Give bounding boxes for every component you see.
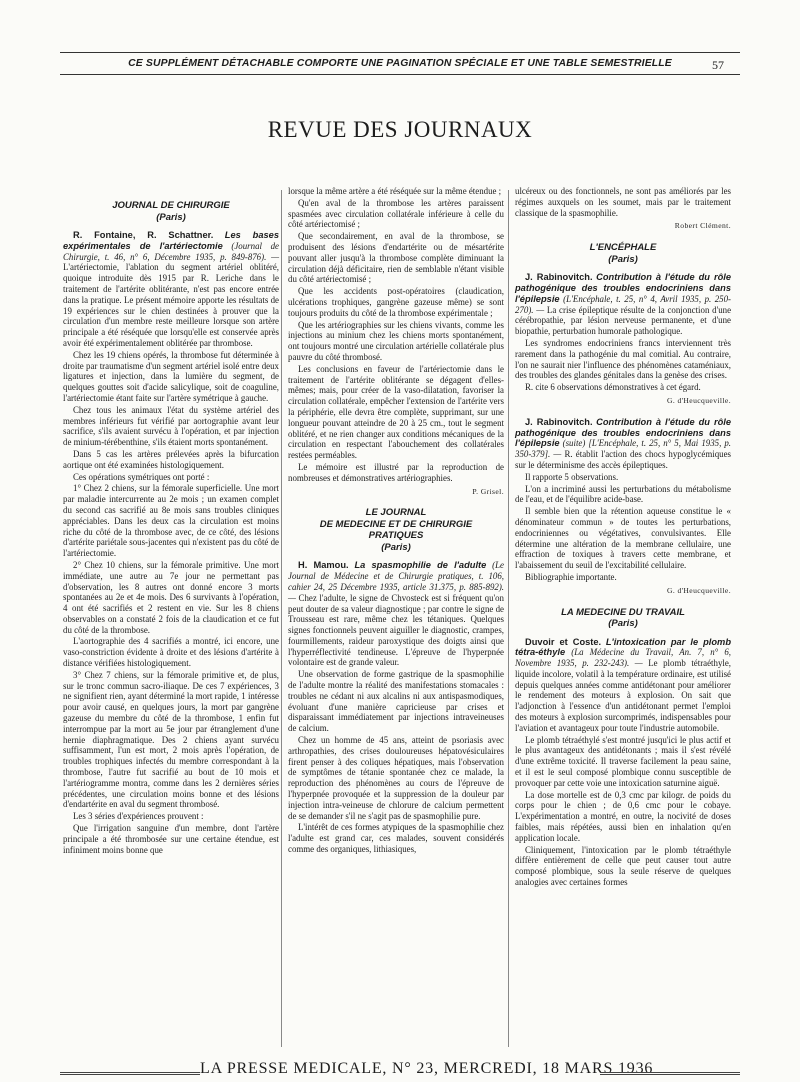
article-authors: H. Mamou. [298, 560, 349, 571]
paragraph: La dose mortelle est de 0,3 cmc par kilogr. de poids du corps pour le chien ; de 0,6 cmc pour le cobaye. L'expérimentation a montré, en outre, la nocivité de doses faibles, mais répétées, aussi bien en inhalation qu'en application locale. [515, 789, 731, 843]
paragraph: Le plomb tétraéthyle, liquide incolore, volatil à la température ordinaire, est utilisé depuis quelques années comme antidétonant pour améliorer le rendement des moteurs à explosion. On sait que l'adjonction à l'essence d'un antidétonant permet l'emploi des moteurs à explosion surcomprimés, indispensables pour l'aviation et avantageux pour toute l'industrie automobile. [515, 658, 732, 733]
paragraph: L'artériectomie, l'ablation du segment artériel oblitéré, quoique introduite dès 1915 par R. Leriche dans le traitement de l'artérite oblitérante, n'est pas encore entrée dans la pratique. Le présent mémoire apporte les résultats de 19 expériences sur le chien destinées à prouver que la circulation d'un membre reste meilleure lorsque son artère principale a été réséquée que lorsqu'elle est conservée après avoir été expérimentalement oblitérée par thrombose. [63, 262, 279, 348]
paragraph: Cliniquement, l'intoxication par le plomb tétraéthyle diffère entièrement de celle que peut causer tout autre composé plombique, sous la seule réserve de quelques analogies avec certaines formes [515, 844, 731, 888]
article-title: L'intoxication par le plomb tétra-éthyle [515, 636, 732, 658]
paragraph: Chez tous les animaux l'état du système artériel des membres inférieurs fut vérifié par aortographie avant leur sacrifice, s'ils avaient survécu à l'opération, et par injection de minium-térébenthine, s'ils étaient morts spontanément. [63, 404, 279, 448]
header-rule-top [60, 52, 740, 53]
column-2 [288, 186, 504, 856]
footer-rule-left [60, 1072, 200, 1075]
paragraph: Qu'en aval de la thrombose les artères paraissent spasmées avec circulation collatérale inférieure à celle du côté artériectomisé ; [288, 197, 504, 230]
article-authors: Duvoir et Coste. [525, 636, 602, 647]
section-heading: DE MEDECINE ET DE CHIRURGIE [319, 518, 473, 530]
paragraph: La crise épileptique résulte de la conjonction d'une cérébropathie, par lésion nerveuse permanente, et d'une biopathie, perturbation humorale pathologique. [515, 304, 732, 337]
article-intro [288, 560, 504, 668]
paragraph: L'intérêt de ces formes atypiques de la spasmophilie chez l'adulte est grand car, ces malades, souvent considérés comme des organiques, lithiasiques, [288, 822, 504, 855]
column-divider [508, 190, 509, 1047]
article-citation: (suite) [L'Encéphale, t. 25, n° 5, Mai 1935, p. 350-379]. — [515, 438, 731, 460]
page-title: REVUE DES JOURNAUX [267, 117, 533, 142]
article-authors: J. Rabinovitch. [525, 272, 593, 283]
paragraph: Chez un homme de 45 ans, atteint de psoriasis avec arthropathies, des crises douloureuses hépatovésiculaires firent penser à des coliques hépatiques, mais l'observation de symptômes de tétanie spontanée chez ce malade, la reproduction des phénomènes au cours de l'épreuve de l'hyperpnée provoquée et la suppression de la douleur par injection intra-veineuse de chlorure de calcium permettent de se demander s'il ne s'agit pas de spasmophilie pure. [288, 735, 504, 821]
paragraph: L'aortographie des 4 sacrifiés a montré, ici encore, une vaso-constriction évidente à droite et des lésions d'artérite à distance vérifiées histologiquement. [63, 636, 279, 669]
paragraph: Les conclusions en faveur de l'artériectomie dans le traitement de l'artérite oblitérante se dégagent d'elles-mêmes; mais, pour créer de la vaso-dilatation, favoriser la circulation collatérale, empêcher l'extension de l'artérite vers la périphérie, elle devra être complète, supprimant, sur une longueur pouvant atteindre de 20 à 25 cm., tout le segment oblitéré, et ne rien changer aux conditions mécaniques de la circulation en respectant l'abouchement des collatérales restées perméables. [288, 363, 504, 461]
article-title: Contribution à l'étude du rôle pathogénique des troubles endocriniens dans l'épilepsie [515, 272, 732, 304]
paragraph: lorsque la même artère a été réséquée sur la même étendue ; [288, 186, 502, 196]
column-divider [281, 190, 282, 1047]
paragraph: Il rapporte 5 observations. [525, 471, 619, 482]
running-title: CE SUPPLÉMENT DÉTACHABLE COMPORTE UNE PAGINATION SPÉCIALE ET UNE TABLE SEMESTRIELLE [128, 58, 672, 69]
paragraph: Chez les 19 chiens opérés, la thrombose fut déterminée à droite par traumatisme d'un segment artériel isolé entre deux ligatures et injection, dans la lumière du segment, de quelques gouttes soit d'acide salicylique, soit de coaguline, l'artériectomie étant faite sur l'artère symétrique à gauche. [63, 349, 279, 403]
article-citation: (Journal de Chirurgie, t. 46, n° 6, Décembre 1935, p. 849-876). — [63, 240, 279, 262]
section-heading: PRATIQUES [368, 530, 424, 542]
article-intro [515, 637, 731, 734]
article-citation: (Le Journal de Médecine et de Chirurgie pratiques, t. 106, cahier 24, 25 Décembre 1935, article 31.375, p. 885-892). — [288, 560, 504, 603]
paragraph: Le plomb tétraéthylé s'est montré jusqu'ici le plus actif et le plus avantageux des antidétonants ; mais il s'est révélé d'une extrême toxicité. Il traverse facilement la peau saine, et il est le seul composé plombique connu susceptible de provoquer par cette voie une intoxication saturnine aiguë. [515, 734, 731, 788]
section-heading: L'ENCÉPHALE [589, 242, 657, 254]
column-1 [63, 196, 279, 856]
paragraph: Que secondairement, en aval de la thrombose, se produisent des lésions d'endartérite ou de mésartérite pouvant aller jusqu'à la thrombose complète diminuant la circulation déjà déficitaire, rien de semblable n'étant visible du côté artériectomisé ; [288, 231, 504, 285]
section-heading: LE JOURNAL [365, 507, 427, 519]
paragraph: Que l'irrigation sanguine d'un membre, dont l'artère principale a été thrombosée sur une certaine étendue, est infiniment moins bonne que [63, 823, 279, 855]
section-heading: LA MEDECINE DU TRAVAIL [561, 606, 685, 618]
article-authors: J. Rabinovitch. [525, 416, 593, 427]
signature: P. Grisel. [472, 486, 504, 496]
section-location: (Paris) [381, 541, 411, 553]
article-citation: (L'Encéphale, t. 25, n° 4, Avril 1935, p. 250-270). — [515, 293, 732, 315]
paragraph: Le mémoire est illustré par la reproduction de nombreuses et démonstratives artériographies. [288, 461, 504, 483]
article-authors: R. Fontaine, R. Schattner. [73, 230, 214, 240]
section-location: (Paris) [156, 211, 186, 223]
paragraph: 1° Chez 2 chiens, sur la fémorale superficielle. Une mort par maladie intercurrente au 2e mois ; un examen complet du second cas sacrifié au 8e mois sans troubles cliniques appréciables. Dans les deux cas la circulation est moins riche du côté de la thrombose avec, de ce côté, des lésions d'artérite pariétale sous-jacentes qui n'existent pas du côté de l'artériectomie. [63, 483, 279, 559]
article-title: Contribution à l'étude du rôle pathogénique des troubles endocriniens dans l'épilepsie [515, 416, 732, 449]
section-location: (Paris) [608, 618, 638, 629]
section-heading: JOURNAL DE CHIRURGIE [112, 200, 230, 211]
header-rule-bottom [60, 74, 740, 75]
section-location: (Paris) [608, 253, 638, 265]
paragraph: R. cite 6 observations démonstratives à cet égard. [525, 382, 701, 393]
paragraph: Que les artériographies sur les chiens vivants, comme les injections au minium chez les chiens morts spontanément, ont toujours montré une circulation artérielle collatérale plus pauvre du côté thrombosé. [288, 319, 504, 362]
paragraph: 2° Chez 10 chiens, sur la fémorale primitive. Une mort immédiate, une autre au 7e jour ne permettant pas d'observation, les 8 autres ont donné encore 3 morts spontanées au 2e et 4e mois. Des 6 survivants à l'opération, 4 ont été sacrifiés et 2 restent en vie. Sur les 8 chiens observables on a constaté 2 fois de la claudication et ce fut du côté de la thrombose. [63, 559, 279, 635]
article-citation: (La Médecine du Travail, An. 7, n° 6, Novembre 1935, p. 232-243). — [515, 647, 731, 669]
signature: Robert Clément. [674, 221, 731, 231]
article-title: Les bases expérimentales de l'artériectomie [63, 230, 279, 251]
paragraph: 3° Chez 7 chiens, sur la fémorale primitive et, de plus, sur le tronc commun sacro-iliaque. De ces 7 expériences, 3 ne signifient rien, ayant déterminé la mort rapide, 1 intéresse pour avoir causé, en quelques jours, la mort par gangrène gazeuse du membre du côté de la thrombose, 1 enfin fut interrompue par la mort au 5e jour par étranglement d'une hernie diaphragmatique. Des 2 chiens ayant survécu suffisamment, l'un est mort, 2 mois après l'opération, de troubles trophiques infectés du membre correspondant à la thrombose, l'autre fut sacrifié au bout de 10 mois et l'artériogramme montra, comme dans les 2 dernières séries précédentes, une circulation moins bonne et des lésions d'endartérite en aval du segment thrombosé. [63, 669, 279, 810]
footer-rule-right [600, 1072, 740, 1075]
paragraph: Que les accidents post-opératoires (claudication, ulcérations trophiques, gangrène gazeuse même) se sont toujours produits du côté de la thrombose expérimentale ; [288, 286, 504, 318]
paragraph: Chez l'adulte, le signe de Chvosteck est si fréquent qu'on peut douter de sa valeur diagnostique ; par contre le signe de Trousseau est rare, même chez les tétaniques. Quelques signes fonctionnels peuvent aiguiller le diagnostic, crampes, fourmillements, raideur paroxystique des doigts ainsi que l'hyperréflectivité tendineuse. L'épreuve de l'hyperpnée volontaire est de grande valeur. [288, 592, 504, 668]
article-intro [63, 230, 279, 349]
signature: G. d'Heucqueville. [666, 585, 731, 595]
paragraph: Il semble bien que la rétention aqueuse constitue le « dénominateur commun » de toutes les perturbations, endocriniennes ou végétatives, convulsivantes. Elle détermine une altération de la membrane cellulaire, une effraction de toxiques à travers cette membrane, et l'abaissement du seuil de l'excitabilité cellulaire. [515, 506, 731, 571]
article-intro [515, 417, 731, 471]
paragraph: ulcéreux ou des fonctionnels, ne sont pas améliorés par les régimes auxquels on les soumet, mais par le traitement classique de la spasmophilie. [515, 186, 731, 218]
article-title: La spasmophilie de l'adulte [354, 560, 487, 571]
paragraph: Les syndromes endocriniens francs interviennent très rarement dans la pathogénie du mal comitial. Au contraire, l'on ne saurait nier l'influence des phénomènes cataméniaux, des troubles des glandes génitales dans la genèse des crises. [515, 337, 731, 381]
paragraph: Les 3 séries d'expériences prouvent : [73, 811, 204, 822]
paragraph: Bibliographie importante. [525, 571, 617, 582]
page-number: 57 [712, 58, 724, 72]
signature: G. d'Heucqueville. [666, 395, 731, 405]
paragraph: Dans 5 cas les artères prélevées après la bifurcation aortique ont été examinées histologiquement. [63, 448, 279, 470]
paragraph: R. établit l'action des chocs hypoglycémiques sur le déterminisme des accès épileptiques. [515, 449, 731, 470]
article-intro [515, 272, 731, 337]
paragraph: Ces opérations symétriques ont porté : [73, 471, 210, 482]
column-3 [515, 186, 731, 889]
paragraph: Une observation de forme gastrique de la spasmophilie de l'adulte montre la réalité des manifestations stomacales : troubles ne cédant ni aux alcalins ni aux antispasmodiques, évoluant d'une manière capricieuse par crises et disparaissant immédiatement par injections intraveineuses de calcium. [288, 669, 504, 734]
footer-masthead: LA PRESSE MEDICALE, N° 23, MERCREDI, 18 MARS 1936 [200, 1060, 654, 1077]
paragraph: L'on a incriminé aussi les perturbations du métabolisme de l'eau, et de l'équilibre acide-base. [515, 483, 731, 505]
